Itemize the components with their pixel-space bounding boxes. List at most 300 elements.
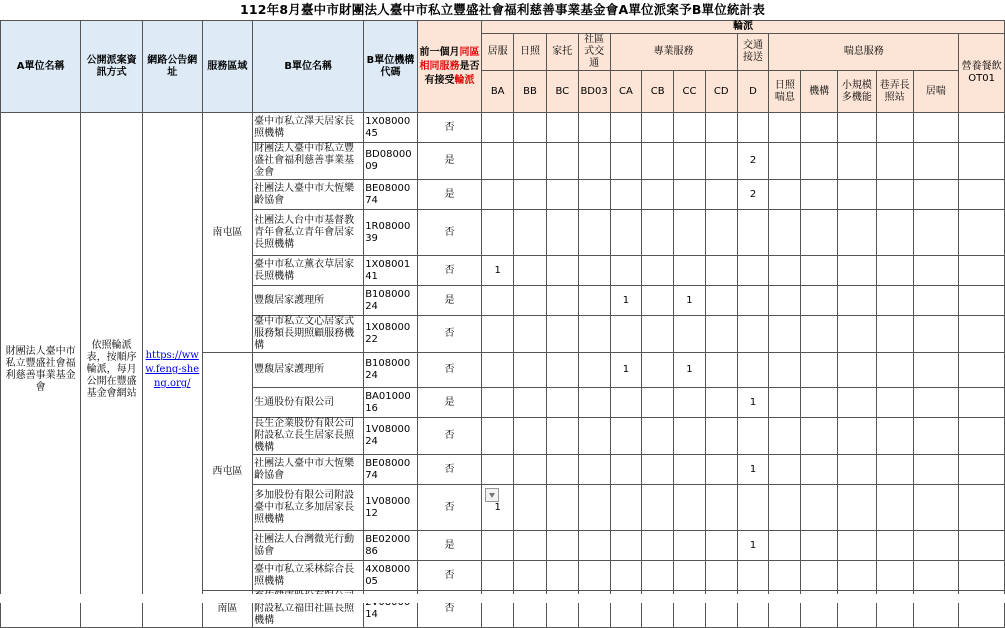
count-cell-ca [610, 180, 642, 210]
respite-count-cell [959, 485, 1005, 531]
respite-count-cell [959, 256, 1005, 286]
code-ba: BA [482, 71, 514, 113]
respite-count-cell [769, 210, 801, 256]
count-cell-bb [514, 388, 547, 418]
header-nutrition: 營養餐飲OT01 [959, 34, 1005, 113]
count-cell-bd03 [578, 388, 610, 418]
statistics-table [0, 20, 1005, 628]
respite-count-cell [838, 113, 877, 143]
respite-count-cell [876, 388, 913, 418]
count-cell-ca [610, 256, 642, 286]
count-cell-ca [610, 531, 642, 561]
respite-count-cell [913, 286, 959, 316]
count-cell-bc [546, 455, 578, 485]
accepted-cell: 否 [417, 418, 481, 455]
accepted-cell: 是 [417, 388, 481, 418]
respite-count-cell [913, 143, 959, 180]
respite-count-cell [838, 353, 877, 388]
respite-count-cell [838, 256, 877, 286]
count-cell-ba [482, 210, 514, 256]
header-public-method: 公開派案資訊方式 [81, 21, 143, 113]
respite-count-cell [876, 286, 913, 316]
count-cell-d [737, 561, 769, 591]
respite-count-cell [959, 455, 1005, 485]
respite-count-cell [801, 353, 838, 388]
accepted-cell: 否 [417, 485, 481, 531]
count-cell-bb [514, 256, 547, 286]
count-cell-cd [705, 485, 737, 531]
prev-month-red-2: 輪派 [454, 74, 475, 86]
count-cell-cd [705, 418, 737, 455]
respite-count-cell [959, 113, 1005, 143]
code-ca: CA [610, 71, 642, 113]
respite-count-cell [801, 286, 838, 316]
area-cell: 西屯區 [202, 353, 253, 591]
count-cell-d [737, 286, 769, 316]
respite-count-cell [838, 485, 877, 531]
respite-count-cell [838, 143, 877, 180]
count-cell-bc [546, 353, 578, 388]
respite-count-cell [801, 143, 838, 180]
count-cell-cb [642, 256, 674, 286]
count-cell-cc [674, 316, 706, 353]
count-cell-d: 1 [737, 455, 769, 485]
public-method-cell: 依照輪派表，按順序輪派，每月公開在豐盛基金會網站 [81, 113, 143, 628]
respite-count-cell [838, 388, 877, 418]
count-cell-bd03 [578, 531, 610, 561]
accepted-cell: 是 [417, 286, 481, 316]
count-cell-d [737, 316, 769, 353]
count-cell-cd [705, 256, 737, 286]
respite-count-cell [838, 561, 877, 591]
count-cell-d: 2 [737, 180, 769, 210]
prev-month-text-1: 前一個月 [419, 46, 460, 58]
b-unit-code-cell: 1X0800022 [364, 316, 418, 353]
count-cell-cb [642, 455, 674, 485]
count-cell-cc [674, 561, 706, 591]
sheet-title: 112年8月臺中市財團法人臺中市私立豐盛社會福利慈善事業基金會A單位派案予B單位統計表 [0, 0, 1005, 21]
count-cell-bb [514, 113, 547, 143]
respite-count-cell [876, 418, 913, 455]
b-unit-name-cell: 社團法人臺中市大恆樂齡協會 [253, 180, 364, 210]
respite-count-cell [913, 531, 959, 561]
respite-count-cell [876, 113, 913, 143]
count-cell-cb [642, 353, 674, 388]
respite-count-cell [838, 180, 877, 210]
respite-count-cell [838, 531, 877, 561]
count-cell-bd03 [578, 455, 610, 485]
respite-count-cell [801, 485, 838, 531]
area-cell: 南區 [202, 591, 253, 628]
count-cell-cb [642, 418, 674, 455]
respite-count-cell [801, 455, 838, 485]
prev-month-text-2: 是否有接受 [424, 60, 480, 86]
count-cell-d [737, 256, 769, 286]
dropdown-triangle [489, 493, 495, 498]
b-unit-name-cell: 附設私立福田社區長照機構 [253, 591, 364, 628]
count-cell-cc [674, 256, 706, 286]
count-cell-bb [514, 561, 547, 591]
count-cell-bc [546, 485, 578, 531]
respite-count-cell [959, 388, 1005, 418]
respite-count-cell [876, 485, 913, 531]
count-cell-bc [546, 256, 578, 286]
website-link[interactable]: https://www.feng-sheng.org/ [145, 350, 200, 389]
accepted-cell: 否 [417, 210, 481, 256]
count-cell-bb [514, 143, 547, 180]
accepted-cell: 是 [417, 143, 481, 180]
count-cell-cc [674, 180, 706, 210]
header-b-name: B單位名稱 [253, 21, 364, 113]
count-cell-bb [514, 316, 547, 353]
b-unit-code-cell: B10800024 [364, 286, 418, 316]
count-cell-cc [674, 388, 706, 418]
count-cell-cc [674, 210, 706, 256]
code-bd03: BD03 [578, 71, 610, 113]
b-unit-name-cell: 長生企業股份有限公司附設私立長生居家長照機構 [253, 418, 364, 455]
count-cell-bc [546, 561, 578, 591]
count-cell-cd [705, 286, 737, 316]
header-prev-month [417, 21, 481, 113]
respite-count-cell [801, 210, 838, 256]
header-day-care: 日照 [514, 34, 547, 71]
respite-count-cell [876, 455, 913, 485]
respite-count-cell [769, 353, 801, 388]
count-cell-ba [482, 388, 514, 418]
b-unit-code-cell: 4X0800005 [364, 561, 418, 591]
b-unit-code-cell: BE0800074 [364, 455, 418, 485]
code-cd: CD [705, 71, 737, 113]
count-cell-cd [705, 388, 737, 418]
respite-count-cell [769, 143, 801, 180]
count-cell-bd03 [578, 561, 610, 591]
count-cell-d [737, 485, 769, 531]
b-unit-code-cell: B10800024 [364, 353, 418, 388]
count-cell-cb [642, 113, 674, 143]
header-website: 網路公告網址 [142, 21, 202, 113]
count-cell-bb [514, 418, 547, 455]
respite-count-cell [876, 561, 913, 591]
count-cell-cb [642, 531, 674, 561]
respite-count-cell [876, 210, 913, 256]
respite-count-cell [769, 455, 801, 485]
count-cell-ca [610, 388, 642, 418]
count-cell-ca: 1 [610, 353, 642, 388]
respite-count-cell [913, 455, 959, 485]
count-cell-bd03 [578, 353, 610, 388]
sheet-footer [0, 594, 1005, 603]
count-cell-ca: 1 [610, 286, 642, 316]
count-cell-bc [546, 531, 578, 561]
count-cell-bc [546, 418, 578, 455]
count-cell-bc [546, 180, 578, 210]
count-cell-bb [514, 353, 547, 388]
accepted-cell: 否 [417, 455, 481, 485]
count-cell-ba [482, 180, 514, 210]
respite-count-cell [959, 316, 1005, 353]
respite-count-cell [959, 180, 1005, 210]
accepted-cell: 否 [417, 353, 481, 388]
respite-count-cell [769, 485, 801, 531]
count-cell-bd03 [578, 256, 610, 286]
code-bc: BC [546, 71, 578, 113]
header-community-transport: 社區式交通 [578, 34, 610, 71]
count-cell-cb [642, 143, 674, 180]
b-unit-name-cell: 社團法人台灣微光行動協會 [253, 531, 364, 561]
count-cell-ba [482, 113, 514, 143]
count-cell-cb [642, 388, 674, 418]
accepted-cell: 是 [417, 531, 481, 561]
count-cell-bd03 [578, 113, 610, 143]
respite-count-cell [959, 531, 1005, 561]
respite-count-cell [769, 531, 801, 561]
count-cell-ba: 1 [482, 485, 514, 531]
header-area: 服務區域 [202, 21, 253, 113]
count-cell-ca [610, 455, 642, 485]
respite-count-cell [876, 316, 913, 353]
count-cell-bd03 [578, 210, 610, 256]
count-cell-cb [642, 561, 674, 591]
b-unit-code-cell: BA0100016 [364, 388, 418, 418]
count-cell-bb [514, 485, 547, 531]
b-unit-code-cell: BE0200086 [364, 531, 418, 561]
count-cell-d [737, 210, 769, 256]
count-cell-ca [610, 418, 642, 455]
respite-institution: 機構 [801, 71, 838, 113]
respite-count-cell [959, 418, 1005, 455]
respite-count-cell [876, 180, 913, 210]
respite-count-cell [838, 316, 877, 353]
count-cell-bb [514, 455, 547, 485]
count-cell-ba [482, 316, 514, 353]
respite-count-cell [876, 143, 913, 180]
count-cell-bd03 [578, 485, 610, 531]
count-cell-bd03 [578, 418, 610, 455]
count-cell-cc [674, 485, 706, 531]
b-unit-name-cell: 臺中市私立澤天居家長照機構 [253, 113, 364, 143]
b-unit-code-cell: 1X0800045 [364, 113, 418, 143]
header-professional: 專業服務 [610, 34, 737, 71]
respite-count-cell [838, 455, 877, 485]
respite-count-cell [913, 256, 959, 286]
respite-count-cell [801, 316, 838, 353]
respite-small-multi: 小規模多機能 [838, 71, 877, 113]
respite-count-cell [959, 353, 1005, 388]
respite-count-cell [801, 388, 838, 418]
b-unit-code-cell: 1V0800012 [364, 485, 418, 531]
code-bb: BB [514, 71, 547, 113]
prev-month-red-1: 同區相同服務 [419, 46, 480, 72]
count-cell-bd03 [578, 143, 610, 180]
respite-count-cell [801, 256, 838, 286]
count-cell-ba: 1 [482, 256, 514, 286]
accepted-cell: 否 [417, 591, 481, 628]
accepted-cell: 否 [417, 316, 481, 353]
count-cell-ba [482, 286, 514, 316]
count-cell-ca [610, 113, 642, 143]
count-cell-bd03 [578, 180, 610, 210]
b-unit-name-cell: 臺中市私立文心居家式服務類長期照顧服務機構 [253, 316, 364, 353]
count-cell-bd03 [578, 286, 610, 316]
count-cell-bc [546, 143, 578, 180]
respite-count-cell [913, 180, 959, 210]
b-unit-name-cell: 生通股份有限公司 [253, 388, 364, 418]
header-a-unit: A單位名稱 [1, 21, 81, 113]
respite-count-cell [769, 286, 801, 316]
respite-count-cell [769, 418, 801, 455]
count-cell-ba [482, 353, 514, 388]
respite-count-cell [769, 388, 801, 418]
header-rotation: 輪派 [482, 21, 1005, 34]
count-cell-cd [705, 561, 737, 591]
count-cell-bc [546, 286, 578, 316]
count-cell-d: 1 [737, 531, 769, 561]
count-cell-bb [514, 180, 547, 210]
table-row [1, 113, 1005, 143]
respite-count-cell [913, 210, 959, 256]
respite-count-cell [913, 388, 959, 418]
header-family-care: 家托 [546, 34, 578, 71]
respite-count-cell [769, 256, 801, 286]
b-unit-code-cell: BD0800009 [364, 143, 418, 180]
code-cb: CB [642, 71, 674, 113]
count-cell-cd [705, 113, 737, 143]
count-cell-bc [546, 388, 578, 418]
respite-count-cell [913, 353, 959, 388]
respite-count-cell [959, 143, 1005, 180]
count-cell-ba [482, 455, 514, 485]
code-cc: CC [674, 71, 706, 113]
count-cell-d: 1 [737, 388, 769, 418]
count-cell-cc [674, 531, 706, 561]
count-cell-ba [482, 531, 514, 561]
respite-count-cell [913, 316, 959, 353]
respite-alley-station: 巷弄長照站 [876, 71, 913, 113]
area-cell: 南屯區 [202, 113, 253, 353]
count-cell-cd [705, 455, 737, 485]
count-cell-d: 2 [737, 143, 769, 180]
count-cell-bb [514, 210, 547, 256]
count-cell-cc [674, 455, 706, 485]
respite-count-cell [801, 113, 838, 143]
count-cell-cc [674, 143, 706, 180]
header-respite: 喘息服務 [769, 34, 959, 71]
count-cell-bd03 [578, 316, 610, 353]
a-unit-name-cell: 財團法人臺中市私立豐盛社會福利慈善事業基金會 [1, 113, 81, 628]
b-unit-name-cell: 豐馥居家護理所 [253, 286, 364, 316]
table-body [1, 113, 1005, 628]
count-cell-cd [705, 316, 737, 353]
count-cell-bb [514, 531, 547, 561]
count-cell-ca [610, 143, 642, 180]
count-cell-cd [705, 180, 737, 210]
respite-count-cell [801, 561, 838, 591]
respite-count-cell [959, 286, 1005, 316]
count-cell-bc [546, 113, 578, 143]
count-cell-d [737, 113, 769, 143]
count-cell-cb [642, 485, 674, 531]
respite-count-cell [959, 561, 1005, 591]
count-cell-cd [705, 143, 737, 180]
count-cell-ca [610, 316, 642, 353]
respite-count-cell [913, 561, 959, 591]
respite-count-cell [801, 418, 838, 455]
header-transport: 交通接送 [737, 34, 769, 71]
count-cell-cb [642, 180, 674, 210]
respite-count-cell [769, 113, 801, 143]
count-cell-ba [482, 561, 514, 591]
respite-count-cell [838, 210, 877, 256]
accepted-cell: 否 [417, 561, 481, 591]
respite-count-cell [913, 485, 959, 531]
count-cell-ca [610, 561, 642, 591]
respite-count-cell [838, 286, 877, 316]
b-unit-name-cell: 臺中市私立采林綜合長照機構 [253, 561, 364, 591]
count-cell-cc: 1 [674, 286, 706, 316]
count-cell-cb [642, 286, 674, 316]
b-unit-code-cell: 1X0800141 [364, 256, 418, 286]
count-cell-cd [705, 353, 737, 388]
b-unit-code-cell: 1V0800024 [364, 418, 418, 455]
count-cell-cc [674, 113, 706, 143]
b-unit-code-cell: 1R0800039 [364, 210, 418, 256]
respite-count-cell [876, 531, 913, 561]
count-cell-d [737, 353, 769, 388]
count-cell-cc [674, 418, 706, 455]
accepted-cell: 是 [417, 180, 481, 210]
respite-count-cell [769, 180, 801, 210]
header-b-code: B單位機構代碼 [364, 21, 418, 113]
b-unit-name-cell: 臺中市私立薰衣草居家長照機構 [253, 256, 364, 286]
count-cell-cb [642, 210, 674, 256]
dropdown-arrow-icon[interactable] [485, 488, 499, 502]
respite-home: 居喘 [913, 71, 959, 113]
count-cell-bc [546, 210, 578, 256]
count-cell-cc: 1 [674, 353, 706, 388]
b-unit-name-cell: 財團法人臺中市私立豐盛社會福利慈善事業基金會 [253, 143, 364, 180]
respite-count-cell [876, 353, 913, 388]
website-cell [142, 113, 202, 628]
b-unit-name-cell: 社團法人台中市基督教青年會私立青年會居家長照機構 [253, 210, 364, 256]
count-cell-cd [705, 210, 737, 256]
respite-count-cell [769, 561, 801, 591]
respite-day-care: 日照喘息 [769, 71, 801, 113]
respite-count-cell [876, 256, 913, 286]
count-cell-bb [514, 286, 547, 316]
code-d: D [737, 71, 769, 113]
b-unit-name-cell: 社團法人臺中市大恆樂齡協會 [253, 455, 364, 485]
accepted-cell: 否 [417, 113, 481, 143]
count-cell-ca [610, 485, 642, 531]
count-cell-d [737, 418, 769, 455]
count-cell-bc [546, 316, 578, 353]
count-cell-ca [610, 210, 642, 256]
header-home-service: 居服 [482, 34, 514, 71]
respite-count-cell [959, 210, 1005, 256]
accepted-cell: 否 [417, 256, 481, 286]
count-cell-cd [705, 531, 737, 561]
b-unit-code-cell: BE0800074 [364, 180, 418, 210]
count-cell-cb [642, 316, 674, 353]
respite-count-cell [838, 418, 877, 455]
respite-count-cell [769, 316, 801, 353]
b-unit-name-cell: 豐馥居家護理所 [253, 353, 364, 388]
b-unit-name-cell: 多加股份有限公司附設臺中市私立多加居家長照機構 [253, 485, 364, 531]
b-unit-code-cell: 14 [364, 591, 418, 628]
respite-count-cell [801, 180, 838, 210]
respite-count-cell [913, 113, 959, 143]
count-cell-ba [482, 143, 514, 180]
